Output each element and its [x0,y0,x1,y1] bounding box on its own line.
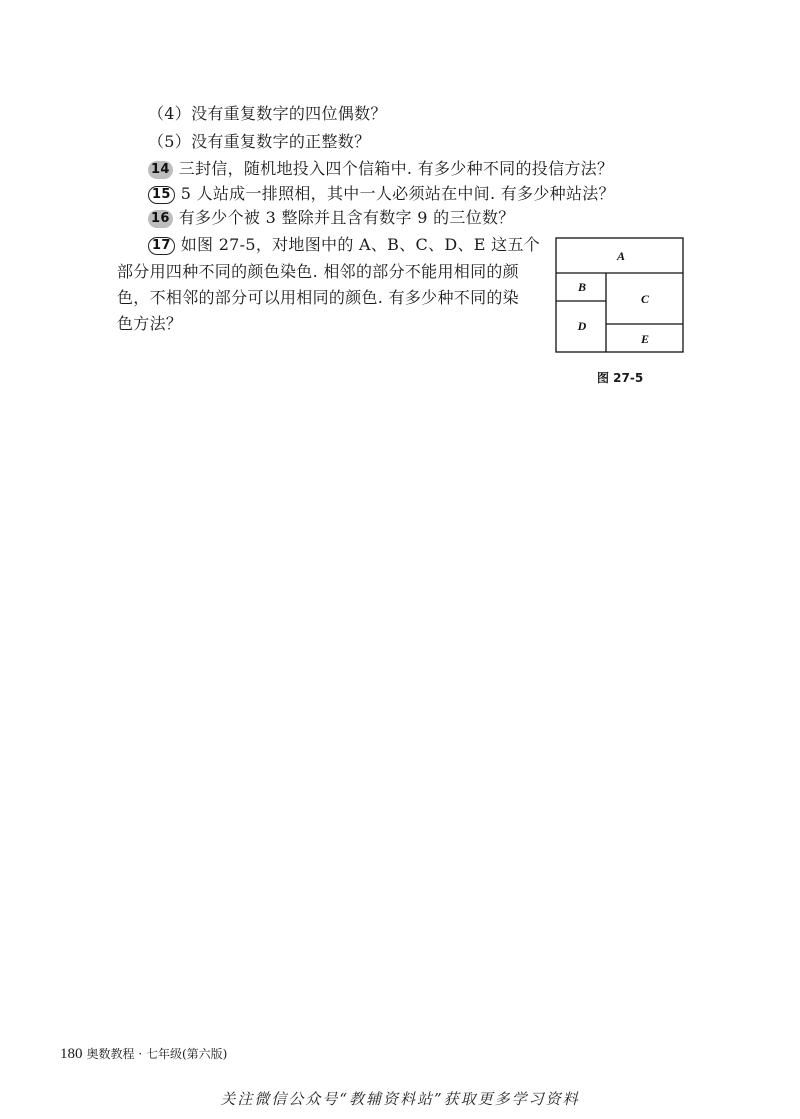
region-label-d: D [577,319,587,333]
problem-17-text: 如图 27-5，对地图中的 A、B、C、D、E 这五个 [180,235,541,254]
region-label-b: B [577,280,587,294]
book-title: 奥数教程 · 七年级(第六版) [86,1047,228,1061]
problem-5: （5）没有重复数字的正整数？ [148,132,371,151]
problem-17-line-1 [148,235,540,255]
question-number-badge: 17 [148,237,175,255]
question-number-badge: 14 [148,161,173,179]
problem-17-line-4: 色方法？ [117,314,183,333]
problem-14-text: 三封信，随机地投入四个信箱中. 有多少种不同的投信方法？ [178,159,614,178]
problem-15 [148,184,615,204]
region-label-e: E [640,332,650,346]
problem-4: （4）没有重复数字的四位偶数？ [148,104,387,123]
figure-caption: 图 27-5 [597,371,644,385]
problem-17-line-2: 部分用四种不同的颜色染色. 相邻的部分不能用相同的颜 [117,262,519,281]
problem-16-text: 有多少个被 3 整除并且含有数字 9 的三位数？ [178,208,515,227]
problem-17-line-3: 色，不相邻的部分可以用相同的颜色. 有多少种不同的染 [117,288,519,307]
watermark-text: 关注微信公众号“教辅资料站”获取更多学习资料 [220,1090,580,1108]
question-number-badge: 16 [148,210,173,228]
problem-14 [148,159,613,179]
question-number-badge: 15 [148,186,175,204]
problem-16 [148,208,515,228]
problem-15-text: 5 人站成一排照相，其中一人必须站在中间. 有多少种站法？ [180,184,615,203]
page-number: 180 [60,1046,83,1062]
map-figure [555,237,685,355]
page-footer [60,1045,227,1063]
region-label-c: C [640,292,650,306]
region-label-a: A [616,249,626,263]
